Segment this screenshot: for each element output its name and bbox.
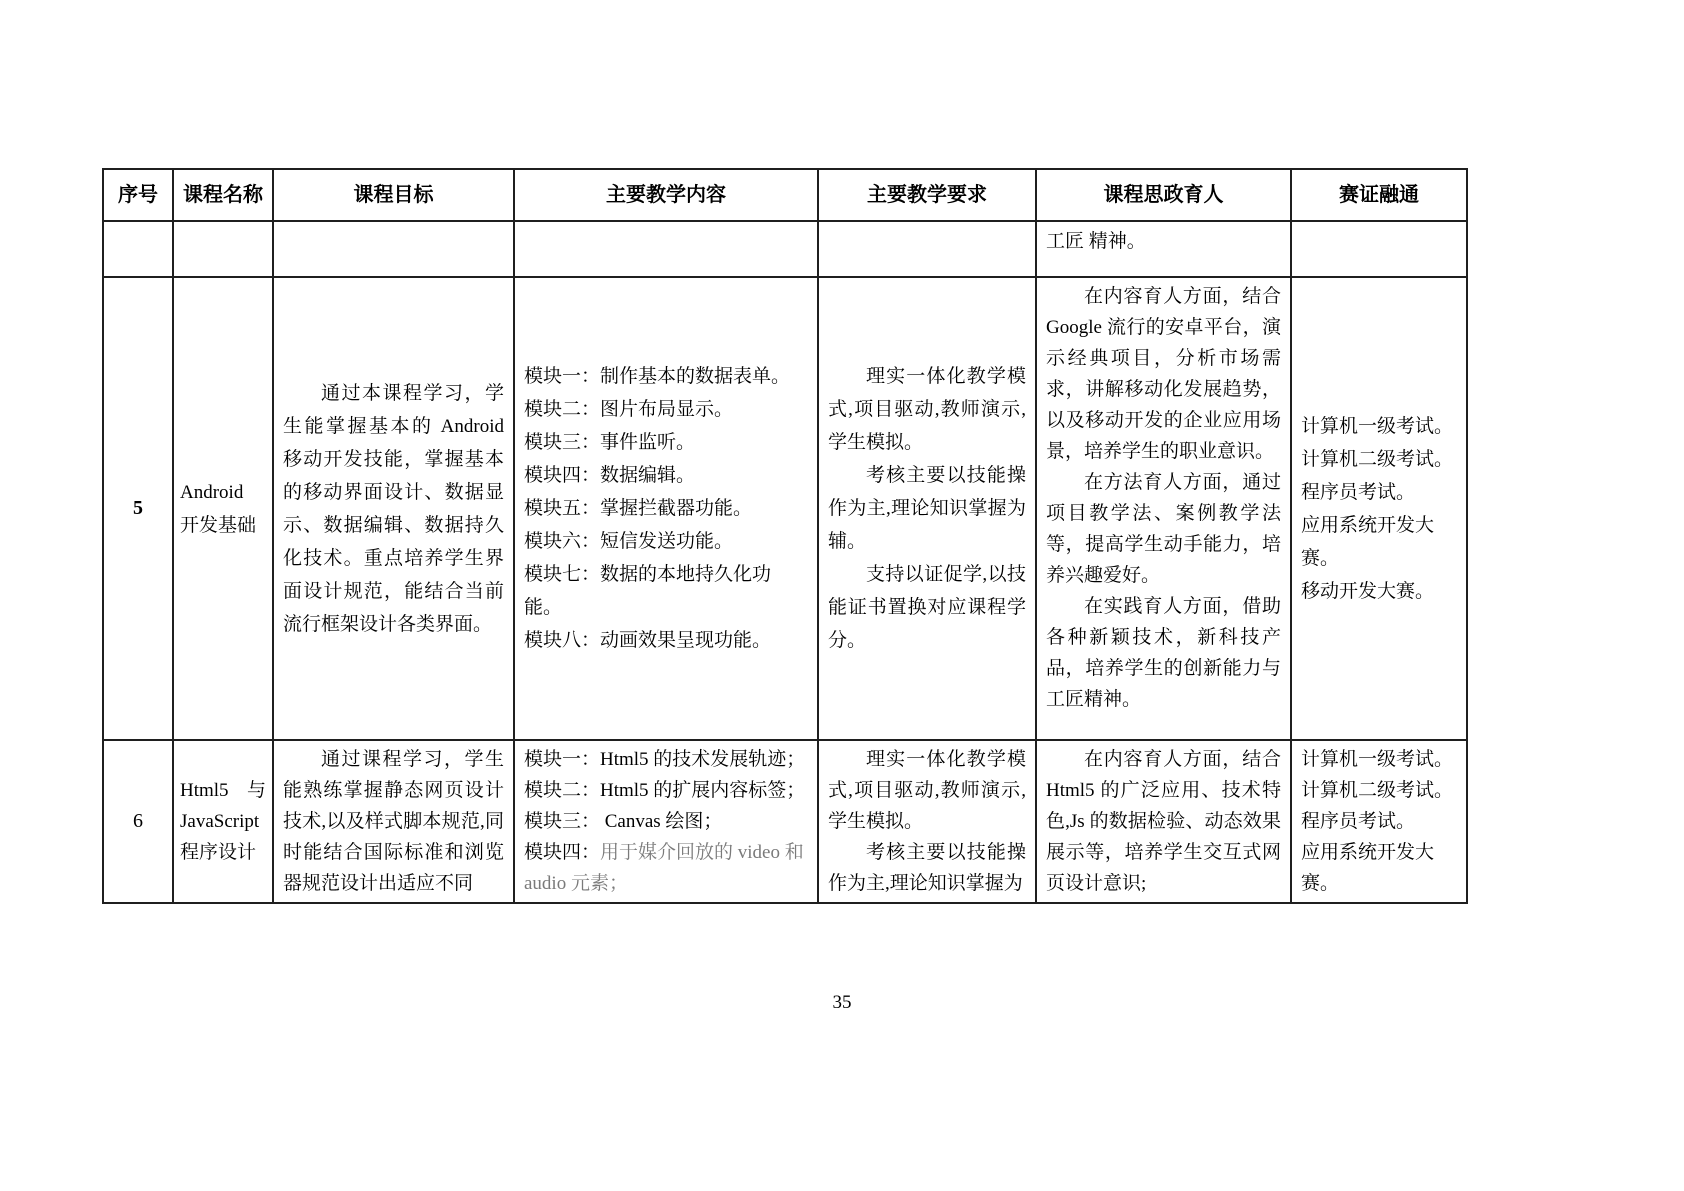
certification-item: 计算机一级考试。 [1301, 749, 1454, 770]
requirement-paragraph: 考核主要以技能操作为主,理论知识掌握为 [828, 842, 1026, 894]
certification-item: 计算机二级考试。 [1301, 448, 1454, 470]
cell-cont-name [173, 221, 273, 277]
module-item: 模块四：数据编辑。 [524, 465, 696, 486]
course-row-6 [103, 740, 1467, 903]
course-row-5 [103, 277, 1467, 740]
course-number: 6 [133, 810, 143, 832]
cell-cont-ideology [1036, 221, 1291, 277]
module-item: 模块八：动画效果呈现功能。 [524, 630, 772, 651]
cell-cont-certification [1291, 221, 1467, 277]
module-item: 模块二：图片布局显示。 [524, 399, 734, 420]
col-header-ideology: 课程思政育人 [1036, 169, 1291, 221]
continuation-text: 工匠 精神。 [1046, 231, 1146, 252]
course-name: Android 开发基础 [180, 481, 257, 536]
module-item: 模块一：Html5 的技术发展轨迹； [524, 749, 806, 770]
certification-item: 程序员考试。 [1301, 811, 1416, 832]
table-header-row [103, 169, 1467, 221]
ideology-paragraph: 在实践育人方面，借助各种新颖技术，新科技产品，培养学生的创新能力与工匠精神。 [1046, 596, 1281, 710]
cell-r6-ideology [1036, 740, 1291, 903]
module-item: 模块五：掌握拦截器功能。 [524, 498, 753, 519]
requirement-paragraph: 理实一体化教学模式,项目驱动,教师演示,学生模拟。 [828, 366, 1026, 453]
cell-r5-content [514, 277, 818, 740]
cell-r5-name [173, 277, 273, 740]
requirement-paragraph: 理实一体化教学模式,项目驱动,教师演示,学生模拟。 [828, 749, 1026, 832]
course-name: Html5 与 JavaScript 程序设计 [180, 780, 266, 863]
requirement-paragraph: 支持以证促学,以技能证书置换对应课程学分。 [828, 564, 1026, 651]
curriculum-table [102, 168, 1468, 904]
module-item: 模块三：事件监听。 [524, 432, 696, 453]
requirement-paragraph: 考核主要以技能操作为主,理论知识掌握为辅。 [828, 465, 1026, 552]
ideology-paragraph: 在方法育人方面，通过项目教学法、案例教学法等，提高学生动手能力，培养兴趣爱好。 [1046, 472, 1281, 586]
cell-r5-no [103, 277, 173, 740]
col-header-objectives: 课程目标 [273, 169, 514, 221]
module-4-label: 模块四： [524, 842, 601, 863]
cell-r6-name [173, 740, 273, 903]
cell-r5-ideology [1036, 277, 1291, 740]
certification-item: 计算机二级考试。 [1301, 780, 1454, 801]
certification-item: 移动开发大赛。 [1301, 580, 1435, 602]
certification-item: 计算机一级考试。 [1301, 415, 1454, 437]
cell-cont-no [103, 221, 173, 277]
cell-r6-no [103, 740, 173, 903]
cell-cont-objective [273, 221, 514, 277]
cell-r6-requirements [818, 740, 1036, 903]
course-objective: 通过本课程学习，学生能掌握基本的 Android 移动开发技能，掌握基本的移动界面设计、数据显示、数据编辑、数据持久化技术。重点培养学生界面设计规范，能结合当前流行框架设计各类界面。 [283, 382, 504, 635]
certification-item: 程序员考试。 [1301, 481, 1416, 503]
certification-item: 应用系统开发大赛。 [1301, 842, 1435, 894]
module-item-4 [524, 837, 808, 899]
cell-r5-certification [1291, 277, 1467, 740]
module-item: 模块三： Canvas 绘图； [524, 811, 723, 832]
cell-r5-requirements [818, 277, 1036, 740]
certification-item: 应用系统开发大赛。 [1301, 514, 1435, 569]
col-header-no: 序号 [103, 169, 173, 221]
col-header-certification: 赛证融通 [1291, 169, 1467, 221]
module-item: 模块一：制作基本的数据表单。 [524, 366, 791, 387]
course-objective: 通过课程学习，学生能熟练掌握静态网页设计技术,以及样式脚本规范,同时能结合国际标准和浏览器规范设计出适应不同 [283, 749, 504, 894]
ideology-paragraph: 在内容育人方面，结合 Google 流行的安卓平台，演示经典项目，分析市场需求，讲解移动化发展趋势，以及移动开发的企业应用场景，培养学生的职业意识。 [1046, 286, 1281, 462]
col-header-requirements: 主要教学要求 [818, 169, 1036, 221]
cell-cont-content [514, 221, 818, 277]
cell-r6-certification [1291, 740, 1467, 903]
col-header-content: 主要教学内容 [514, 169, 818, 221]
course-number: 5 [133, 497, 143, 519]
ideology-paragraph: 在内容育人方面，结合 Html5 的广泛应用、技术特色,Js 的数据检验、动态效果展示等，培养学生交互式网页设计意识; [1046, 749, 1281, 894]
module-item: 模块六：短信发送功能。 [524, 531, 734, 552]
page-number: 35 [832, 992, 852, 1013]
cell-r5-objective [273, 277, 514, 740]
cell-r6-content [514, 740, 818, 903]
continuation-row [103, 221, 1467, 277]
col-header-course-name: 课程名称 [173, 169, 273, 221]
cell-r6-objective [273, 740, 514, 903]
module-item: 模块七：数据的本地持久化功能。 [524, 564, 772, 618]
module-item: 模块二：Html5 的扩展内容标签； [524, 780, 806, 801]
cell-cont-requirements [818, 221, 1036, 277]
module-4-gray-text: 用于媒介回放的 video 和 audio 元素； [524, 842, 804, 894]
